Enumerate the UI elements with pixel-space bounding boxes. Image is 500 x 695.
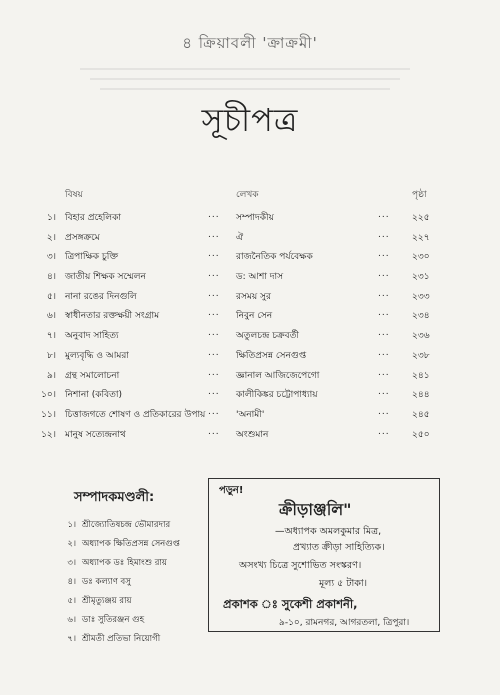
editor-name: ডাঃ সুতিরঞ্জন গুহ bbox=[82, 615, 145, 625]
contents-row bbox=[36, 286, 438, 306]
leader-dots: ... bbox=[378, 347, 390, 358]
entry-number: ১। bbox=[46, 213, 56, 223]
entry-title: বিহার প্রহেলিকা bbox=[65, 213, 121, 223]
editor-name: ডঃ কল্যাণ বসু bbox=[82, 577, 131, 587]
editor-member bbox=[58, 594, 132, 608]
running-header: ৪ ক্রিয়াবলী 'ক্রাক্রমী' bbox=[182, 34, 318, 52]
page-column-header: পৃষ্ঠা bbox=[412, 190, 427, 200]
editor-number: ৪। bbox=[67, 577, 76, 587]
editor-member bbox=[58, 537, 180, 551]
entry-title: চিত্তাজগতে শোষণ ও প্রতিকারের উপায় bbox=[65, 409, 206, 420]
contents-row bbox=[36, 266, 438, 286]
ad-edition-line: অসংখ্য চিত্রে সুশোভিত সংস্করণ। bbox=[239, 560, 362, 571]
entry-number: ১১। bbox=[41, 409, 56, 420]
entry-author: অংশুমান bbox=[236, 429, 269, 440]
leader-dots: ... bbox=[208, 288, 220, 299]
leader-dots: ... bbox=[208, 210, 220, 220]
editor-member bbox=[58, 632, 160, 646]
entry-page-number: ২৪১ bbox=[412, 370, 430, 381]
entry-title: জাতীয় শিক্ষক সম্মেলন bbox=[65, 272, 146, 283]
entry-page-number: ২৪৪ bbox=[412, 390, 430, 401]
entry-author: অতুলচন্দ্র চক্রবর্তী bbox=[236, 331, 299, 342]
editorial-board bbox=[58, 480, 218, 655]
book-advertisement bbox=[208, 478, 440, 632]
entry-number: ২। bbox=[46, 232, 56, 243]
editorial-board-heading: সম্পাদকমণ্ডলী: bbox=[74, 490, 155, 505]
entry-number: ৯। bbox=[46, 370, 56, 381]
contents-row bbox=[36, 207, 438, 227]
entry-page-number: ২৩০ bbox=[412, 252, 430, 263]
leader-dots: ... bbox=[378, 308, 390, 319]
entry-author: নিবুন সেন bbox=[236, 311, 273, 322]
leader-dots: ... bbox=[208, 367, 220, 378]
entry-page-number: ২৫০ bbox=[412, 429, 430, 440]
leader-dots: ... bbox=[378, 387, 390, 398]
contents-list bbox=[36, 207, 438, 443]
entry-title: প্রসঙ্গক্রমে bbox=[65, 232, 100, 243]
editor-number: ৬। bbox=[67, 615, 76, 625]
entry-author: ক্ষিতিপ্রসন্ন সেনগুপ্ত bbox=[236, 350, 307, 361]
entry-number: ৭। bbox=[46, 331, 56, 342]
entry-author: কালীকিঙ্কর চট্টোপাধ্যায় bbox=[236, 390, 318, 401]
contents-row bbox=[36, 384, 438, 404]
ad-author-desc: প্রখ্যাত ক্রীড়া সাহিত্যিক। bbox=[293, 542, 385, 553]
editor-name: শ্রীমৃত্যুঞ্জয় রায় bbox=[82, 596, 132, 606]
leader-dots: ... bbox=[378, 367, 390, 378]
entry-title: অনুবাদ সাহিত্য bbox=[65, 331, 119, 342]
leader-dots: ... bbox=[378, 288, 390, 299]
entry-page-number: ২২৫ bbox=[412, 213, 430, 223]
contents-row bbox=[36, 246, 438, 266]
entry-title: নিশানা (কবিতা) bbox=[65, 390, 122, 401]
leader-dots: ... bbox=[378, 229, 390, 240]
entry-author: রাজনৈতিক পর্যবেক্ষক bbox=[236, 252, 313, 263]
entry-author: জ্ঞানাল আজিজেপেগো bbox=[236, 370, 320, 381]
entry-author: ঐ bbox=[236, 232, 244, 243]
editor-member bbox=[58, 556, 167, 570]
contents-row bbox=[36, 404, 438, 424]
entry-number: ৫। bbox=[46, 291, 56, 302]
entry-page-number: ২২৭ bbox=[412, 232, 430, 243]
editor-name: শ্রীমতী প্রতিভা নিয়োগী bbox=[82, 634, 161, 644]
entry-title: স্বাধীনতার রক্তক্ষয়ী সংগ্রাম bbox=[65, 311, 160, 322]
ad-book-title: ক্রীড়াঞ্জলি" bbox=[279, 500, 352, 519]
entry-number: ৮। bbox=[46, 350, 56, 361]
entry-number: ১২। bbox=[41, 429, 56, 440]
entry-title: নানা রঙের দিনগুলি bbox=[65, 291, 137, 302]
leader-dots: ... bbox=[378, 406, 390, 417]
entry-title: গ্রন্থ সমালোচনা bbox=[65, 370, 120, 381]
editor-number: ৫। bbox=[67, 596, 76, 606]
ad-publisher: প্রকাশক ঃ সুকেশী প্রকাশনী, bbox=[223, 597, 358, 611]
leader-dots: ... bbox=[378, 269, 390, 280]
entry-title: ত্রিপাক্ষিক চুক্তি bbox=[65, 252, 119, 263]
leader-dots: ... bbox=[208, 328, 220, 339]
entry-page-number: ২৩৩ bbox=[412, 291, 430, 302]
entry-number: ১০। bbox=[41, 390, 56, 401]
entry-number: ৬। bbox=[46, 311, 56, 322]
entry-title: মানুষ সত্যেন্দ্রনাথ bbox=[65, 429, 126, 440]
entry-number: ৪। bbox=[46, 272, 56, 283]
entry-number: ৩। bbox=[46, 252, 56, 263]
contents-row bbox=[36, 325, 438, 345]
editor-name: অধ্যাপক ক্ষিতিপ্রসন্ন সেনগুপ্ত bbox=[82, 539, 180, 549]
editor-number: ১। bbox=[67, 520, 76, 530]
leader-dots: ... bbox=[208, 229, 220, 240]
entry-page-number: ২৩৪ bbox=[412, 311, 430, 322]
entry-page-number: ২৩৬ bbox=[412, 331, 430, 342]
leader-dots: ... bbox=[208, 426, 220, 437]
editor-member bbox=[58, 575, 131, 589]
page-title: সূচীপত্র bbox=[201, 101, 299, 139]
contents-row bbox=[36, 365, 438, 385]
ad-price: মূল্য ৫ টাকা। bbox=[319, 578, 368, 589]
leader-dots: ... bbox=[208, 308, 220, 319]
ad-heading: পড়ুন! bbox=[219, 485, 244, 496]
editor-member bbox=[58, 518, 170, 532]
contents-row bbox=[36, 227, 438, 247]
editor-number: ২। bbox=[67, 539, 76, 549]
entry-author: 'অনামী' bbox=[236, 409, 265, 420]
editor-number: ৩। bbox=[67, 558, 76, 568]
leader-dots: ... bbox=[208, 387, 220, 398]
leader-dots: ... bbox=[378, 328, 390, 339]
entry-page-number: ২৪৫ bbox=[412, 409, 430, 420]
leader-dots: ... bbox=[378, 210, 390, 220]
editor-name: শ্রীজ্যোতিষচন্দ্র ভৌমারদার bbox=[82, 520, 171, 530]
editor-number: ৭। bbox=[67, 634, 76, 644]
entry-author: সম্পাদকীয় bbox=[236, 213, 274, 223]
contents-row bbox=[36, 345, 438, 365]
leader-dots: ... bbox=[378, 426, 390, 437]
contents-row bbox=[36, 305, 438, 325]
author-column-header: লেখক bbox=[236, 190, 259, 200]
editor-name: অধ্যাপক ডঃ হিমাংশু রায় bbox=[82, 558, 167, 568]
leader-dots: ... bbox=[208, 249, 220, 260]
entry-title: মুল্যবৃদ্ধি ও আমরা bbox=[65, 350, 129, 361]
leader-dots: ... bbox=[208, 269, 220, 280]
ad-address: ৯-১০, রামনগর, আগরতলা, ত্রিপুরা। bbox=[279, 618, 410, 628]
ad-author-line: —অধ্যাপক অমলকুমার মিত্র, bbox=[275, 526, 382, 537]
entry-author: ড: আশা দাস bbox=[236, 272, 284, 283]
entry-author: রসময় সুর bbox=[236, 291, 271, 302]
leader-dots: ... bbox=[208, 406, 220, 417]
entry-page-number: ২৩১ bbox=[412, 272, 430, 283]
contents-row bbox=[36, 424, 438, 444]
subject-column-header: বিষয় bbox=[65, 190, 83, 200]
entry-page-number: ২৩৮ bbox=[412, 350, 430, 361]
editor-member bbox=[58, 613, 144, 627]
leader-dots: ... bbox=[208, 347, 220, 358]
leader-dots: ... bbox=[378, 249, 390, 260]
